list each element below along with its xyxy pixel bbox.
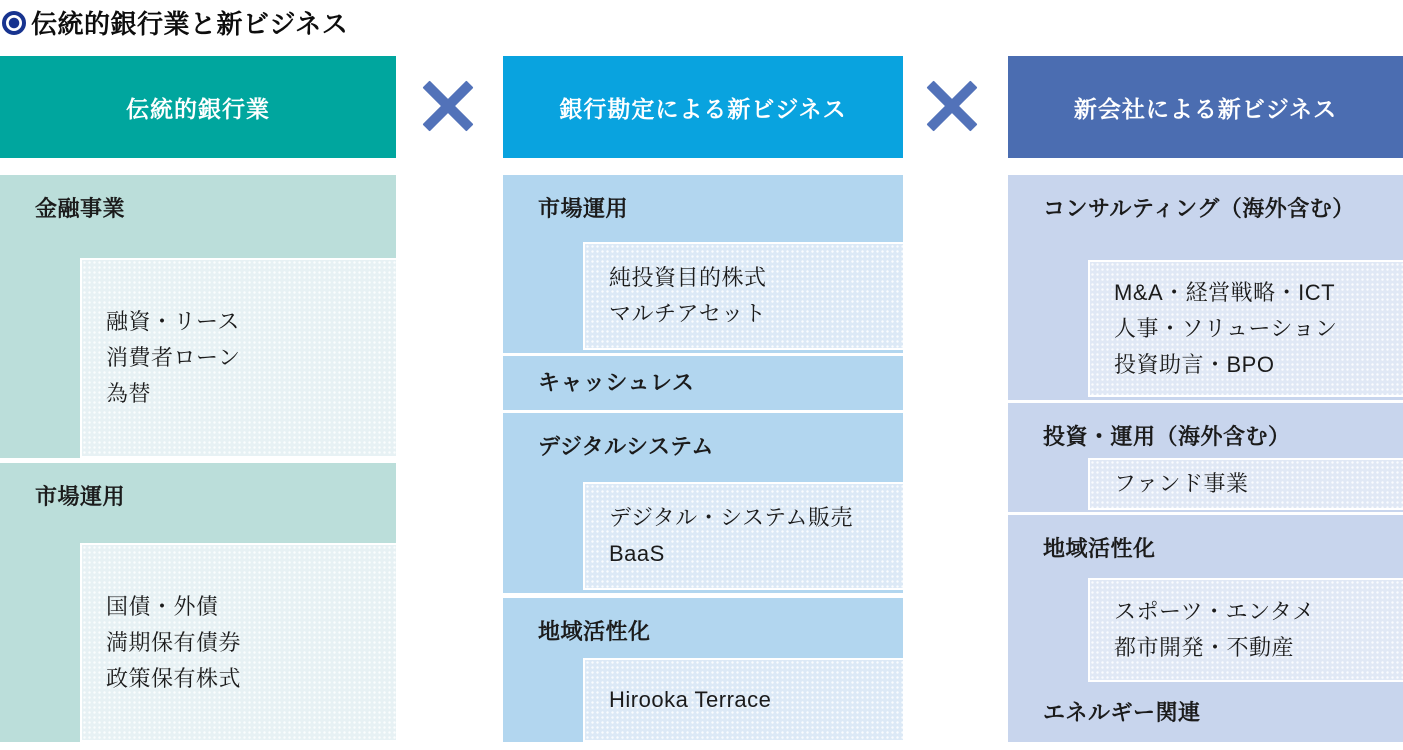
column-traditional-banking bbox=[0, 0, 396, 750]
column-new-company-new-business bbox=[1008, 0, 1403, 750]
section-bank-account-new-business-2 bbox=[503, 413, 903, 593]
subbox-item: 都市開発・不動産 bbox=[1114, 635, 1295, 660]
section-title: 市場運用 bbox=[538, 196, 629, 221]
section-title: デジタルシステム bbox=[538, 434, 714, 459]
subbox-item: 政策保有株式 bbox=[106, 665, 242, 691]
subbox-item: M&A・経営戦略・ICT bbox=[1114, 279, 1336, 305]
subbox bbox=[80, 258, 396, 458]
subbox bbox=[1088, 260, 1403, 397]
subbox-item: 融資・リース bbox=[106, 309, 240, 334]
page-title-text: 伝統的銀行業と新ビジネス bbox=[31, 9, 349, 39]
section-bank-account-new-business-1 bbox=[503, 356, 903, 410]
section-title: キャッシュレス bbox=[538, 370, 695, 395]
multiply-symbol-text bbox=[923, 77, 924, 78]
subbox-item: 人事・ソリューション bbox=[1114, 315, 1338, 341]
column-header-bank-account-new-business: 銀行勘定による新ビジネス bbox=[503, 56, 903, 158]
subbox bbox=[583, 658, 903, 742]
section-new-company-new-business-2 bbox=[1008, 515, 1403, 742]
multiply-icon bbox=[419, 77, 477, 135]
subbox-item: Hirooka Terrace bbox=[609, 687, 772, 712]
subbox bbox=[1088, 458, 1403, 510]
section-new-company-new-business-1 bbox=[1008, 403, 1403, 512]
subbox bbox=[1088, 578, 1403, 682]
section-title: 投資・運用（海外含む） bbox=[1043, 424, 1291, 449]
subbox bbox=[583, 482, 903, 590]
multiply-symbol-text bbox=[419, 77, 420, 78]
column-bank-account-new-business bbox=[503, 0, 903, 750]
section-traditional-banking-1 bbox=[0, 463, 396, 742]
section-title: 地域活性化 bbox=[538, 619, 651, 644]
section-title: コンサルティング（海外含む） bbox=[1043, 196, 1355, 221]
subbox-item: 純投資目的株式 bbox=[609, 265, 767, 290]
subbox-item: ファンド事業 bbox=[1114, 471, 1249, 496]
section-bank-account-new-business-3 bbox=[503, 598, 903, 742]
section-title: 金融事業 bbox=[35, 196, 126, 221]
subbox-item: デジタル・システム販売 bbox=[609, 505, 853, 530]
section-traditional-banking-0 bbox=[0, 175, 396, 458]
column-header-traditional-banking: 伝統的銀行業 bbox=[0, 56, 396, 158]
subbox bbox=[583, 242, 903, 350]
section-title: 市場運用 bbox=[35, 484, 126, 509]
subbox-item: スポーツ・エンタメ bbox=[1114, 599, 1315, 624]
subbox-item: 国債・外債 bbox=[106, 593, 219, 619]
section-new-company-new-business-0 bbox=[1008, 175, 1403, 400]
subbox bbox=[80, 543, 396, 742]
multiply-icon bbox=[923, 77, 981, 135]
subbox-item: 満期保有債券 bbox=[106, 629, 242, 655]
column-header-new-company-new-business: 新会社による新ビジネス bbox=[1008, 56, 1403, 158]
section-trailing-title: エネルギー関連 bbox=[1043, 700, 1201, 725]
subbox-item: 消費者ローン bbox=[106, 345, 241, 370]
subbox-item: BaaS bbox=[609, 541, 665, 566]
subbox-item: マルチアセット bbox=[609, 301, 767, 326]
section-bank-account-new-business-0 bbox=[503, 175, 903, 353]
subbox-item: 投資助言・BPO bbox=[1114, 351, 1275, 377]
subbox-item: 為替 bbox=[106, 381, 152, 406]
section-title: 地域活性化 bbox=[1043, 536, 1156, 561]
